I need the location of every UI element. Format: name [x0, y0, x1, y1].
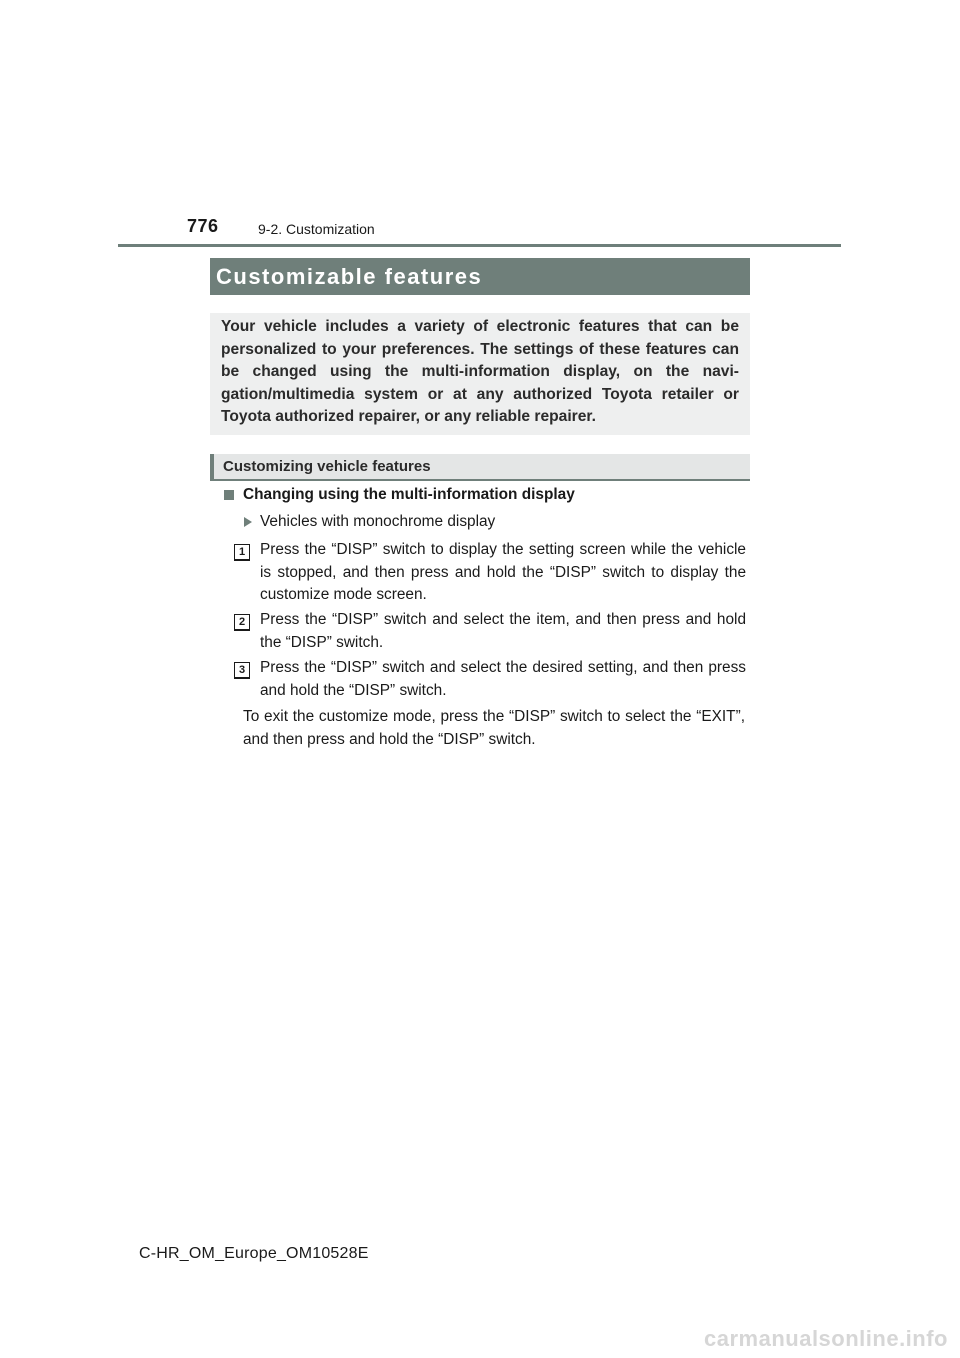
header-divider — [118, 244, 841, 247]
step-text: Press the “DISP” switch to display the setting screen while the vehicle is stopped, and then press and hold the “DISP” switch to display the customize mode screen. — [260, 541, 746, 603]
subheading-text: Customizing vehicle features — [223, 458, 431, 475]
step-item — [234, 539, 746, 607]
triangle-bullet-icon — [244, 517, 252, 527]
document-code-footer: C-HR_OM_Europe_OM10528E — [139, 1245, 369, 1262]
step-item — [234, 609, 746, 654]
step-item — [234, 657, 746, 702]
intro-box — [210, 313, 750, 435]
step-number: 3 — [234, 662, 250, 678]
step-text: Press the “DISP” switch and select the item, and then press and hold the “DISP” switch. — [260, 611, 746, 651]
page-title-bar — [210, 258, 750, 295]
section-reference: 9-2. Customization — [258, 221, 375, 237]
step-number: 2 — [234, 614, 250, 630]
watermark: carmanualsonline.info — [704, 1326, 948, 1351]
square-bullet-icon — [224, 490, 234, 500]
step-text: Press the “DISP” switch and select the desired setting, and then press and hold the “DISP” switch. — [260, 659, 746, 699]
subheading-accent-bar — [210, 454, 214, 479]
intro-text: Your vehicle includes a variety of electronic features that can be personalized to your preferences. The settings of these features can be changed using the multi-information display, on the navi-gation/multimedia system or at any authorized Toyota retailer or Toyota authorized repairer, or any reliable repairer. — [221, 318, 739, 426]
page-number: 776 — [187, 216, 219, 236]
bullet-heading-text: Changing using the multi-information display — [243, 486, 575, 503]
step-number: 1 — [234, 544, 250, 560]
bullet-heading — [224, 486, 575, 504]
vehicle-type-text: Vehicles with monochrome display — [260, 513, 496, 530]
exit-note: To exit the customize mode, press the “DISP” switch to select the “EXIT”, and then press and hold the “DISP” switch. — [243, 708, 745, 748]
vehicle-type-item — [244, 513, 495, 531]
page-title: Customizable features — [216, 263, 483, 289]
section-subheading — [210, 454, 750, 481]
